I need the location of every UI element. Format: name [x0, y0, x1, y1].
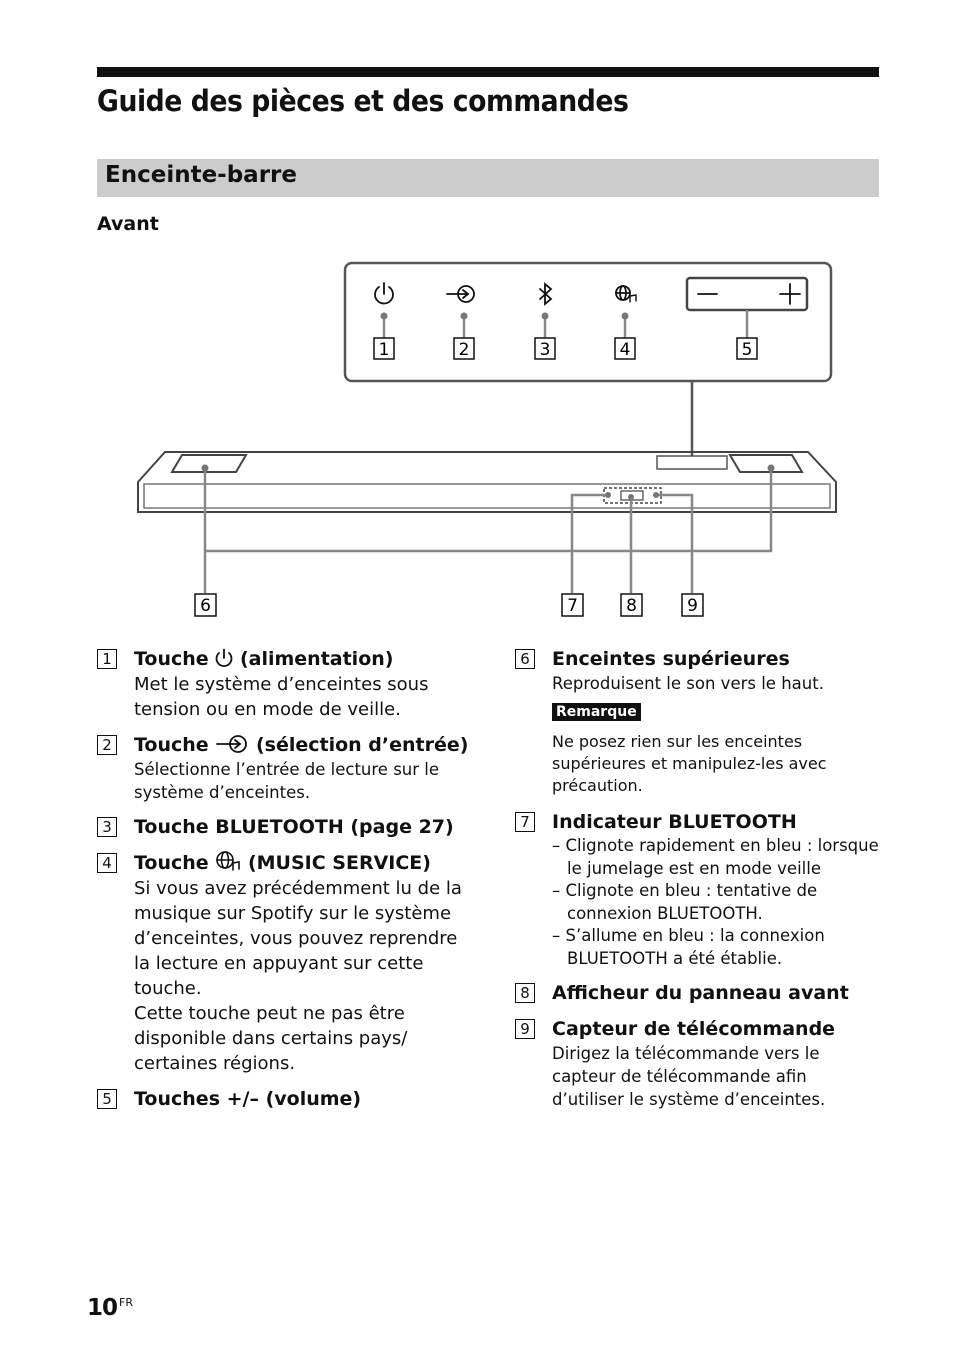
item-8 [515, 980, 880, 1006]
bluetooth-icon [540, 284, 551, 304]
item-number: 7 [515, 812, 535, 832]
item-title: Afficheur du panneau avant [552, 982, 849, 1004]
item-5 [97, 1086, 467, 1112]
item-number: 3 [97, 817, 117, 837]
descriptions-left [97, 646, 467, 1122]
svg-text:7: 7 [567, 596, 578, 616]
item-description: Reproduisent le son vers le haut. [552, 674, 824, 693]
item-2 [97, 732, 467, 804]
descriptions-right [515, 646, 880, 1121]
item-title: Indicateur BLUETOOTH [552, 811, 797, 833]
item-description: Si vous avez précédemment lu de la musique sur Spotify sur le système d’enceintes, vous pouvez reprendre la lecture en appuyant sur cette touche. [134, 878, 462, 999]
note-text: Ne posez rien sur les enceintes supérieures et manipulez-les avec précaution. [552, 732, 827, 795]
item-number: 1 [97, 649, 117, 669]
item-1 [97, 646, 467, 722]
volume-plus-icon [780, 284, 800, 304]
item-number: 8 [515, 983, 535, 1003]
callout-3 [535, 338, 555, 360]
callout-4 [615, 338, 635, 360]
top-buttons-strip [657, 456, 727, 469]
note-label: Remarque [552, 703, 641, 721]
item-number: 9 [515, 1019, 535, 1039]
item-6 [515, 646, 880, 695]
subsection-title: Avant [97, 213, 159, 235]
svg-text:4: 4 [619, 340, 631, 360]
item-description-extra: Cette touche peut ne pas être disponible dans certains pays/ certaines régions. [134, 1003, 408, 1074]
input-icon [215, 734, 249, 754]
item-description: Dirigez la télécommande vers le capteur de télécommande afin d’utiliser le système d’enceintes. [552, 1044, 826, 1109]
soundbar-diagram [0, 0, 954, 640]
item-9 [515, 1016, 880, 1111]
callout-5 [737, 338, 757, 360]
item-title: Touche BLUETOOTH (page 27) [134, 816, 454, 838]
section-title: Enceinte-barre [105, 162, 297, 188]
power-icon [375, 283, 393, 303]
item-title: Enceintes supérieures [552, 648, 790, 670]
item-number: 6 [515, 649, 535, 669]
control-panel-zoom [345, 263, 831, 381]
item-title: Capteur de télécommande [552, 1018, 836, 1040]
bullet-item: – S’allume en bleu : la connexion BLUETOOTH a été établie. [552, 926, 825, 968]
callout-8 [621, 594, 642, 616]
soundbar-front-grille [144, 484, 830, 508]
item-3 [97, 814, 467, 840]
item-4 [97, 850, 467, 1076]
top-speaker-right [730, 455, 802, 472]
callout-1 [374, 338, 394, 360]
music-service-icon [215, 850, 241, 872]
item-title: Touche (sélection d’entrée) [134, 734, 469, 756]
callout-9 [682, 594, 703, 616]
item-description: Met le système d’enceintes sous tension ou en mode de veille. [134, 674, 429, 720]
svg-text:6: 6 [200, 596, 211, 616]
item-7 [515, 809, 880, 970]
item-number: 5 [97, 1089, 117, 1109]
item-title: Touche (alimentation) [134, 648, 394, 670]
bullet-item: – Clignote en bleu : tentative de connexion BLUETOOTH. [552, 881, 818, 923]
music-service-icon [616, 286, 636, 302]
bullet-item: – Clignote rapidement en bleu : lorsque le jumelage est en mode veille [552, 836, 879, 878]
svg-text:5: 5 [741, 340, 753, 360]
input-icon [447, 286, 474, 302]
callout-6 [195, 594, 216, 616]
svg-text:2: 2 [458, 340, 470, 360]
item-title: Touches +/– (volume) [134, 1088, 362, 1110]
callout-7 [562, 594, 583, 616]
item-description: Sélectionne l’entrée de lecture sur le système d’enceintes. [134, 760, 440, 802]
item-number: 4 [97, 853, 117, 873]
item-title: Touche (MUSIC SERVICE) [134, 852, 431, 874]
page-number: 10 $^{FR}$ [87, 1295, 133, 1321]
page-title: Guide des pièces et des commandes [97, 84, 629, 118]
svg-text:8: 8 [626, 596, 637, 616]
top-speaker-left [172, 455, 246, 472]
callout-2 [454, 338, 474, 360]
note-block [515, 695, 880, 797]
svg-text:3: 3 [539, 340, 551, 360]
svg-text:1: 1 [378, 340, 390, 360]
item-number: 2 [97, 735, 117, 755]
svg-text:9: 9 [687, 596, 698, 616]
power-icon [215, 648, 233, 668]
